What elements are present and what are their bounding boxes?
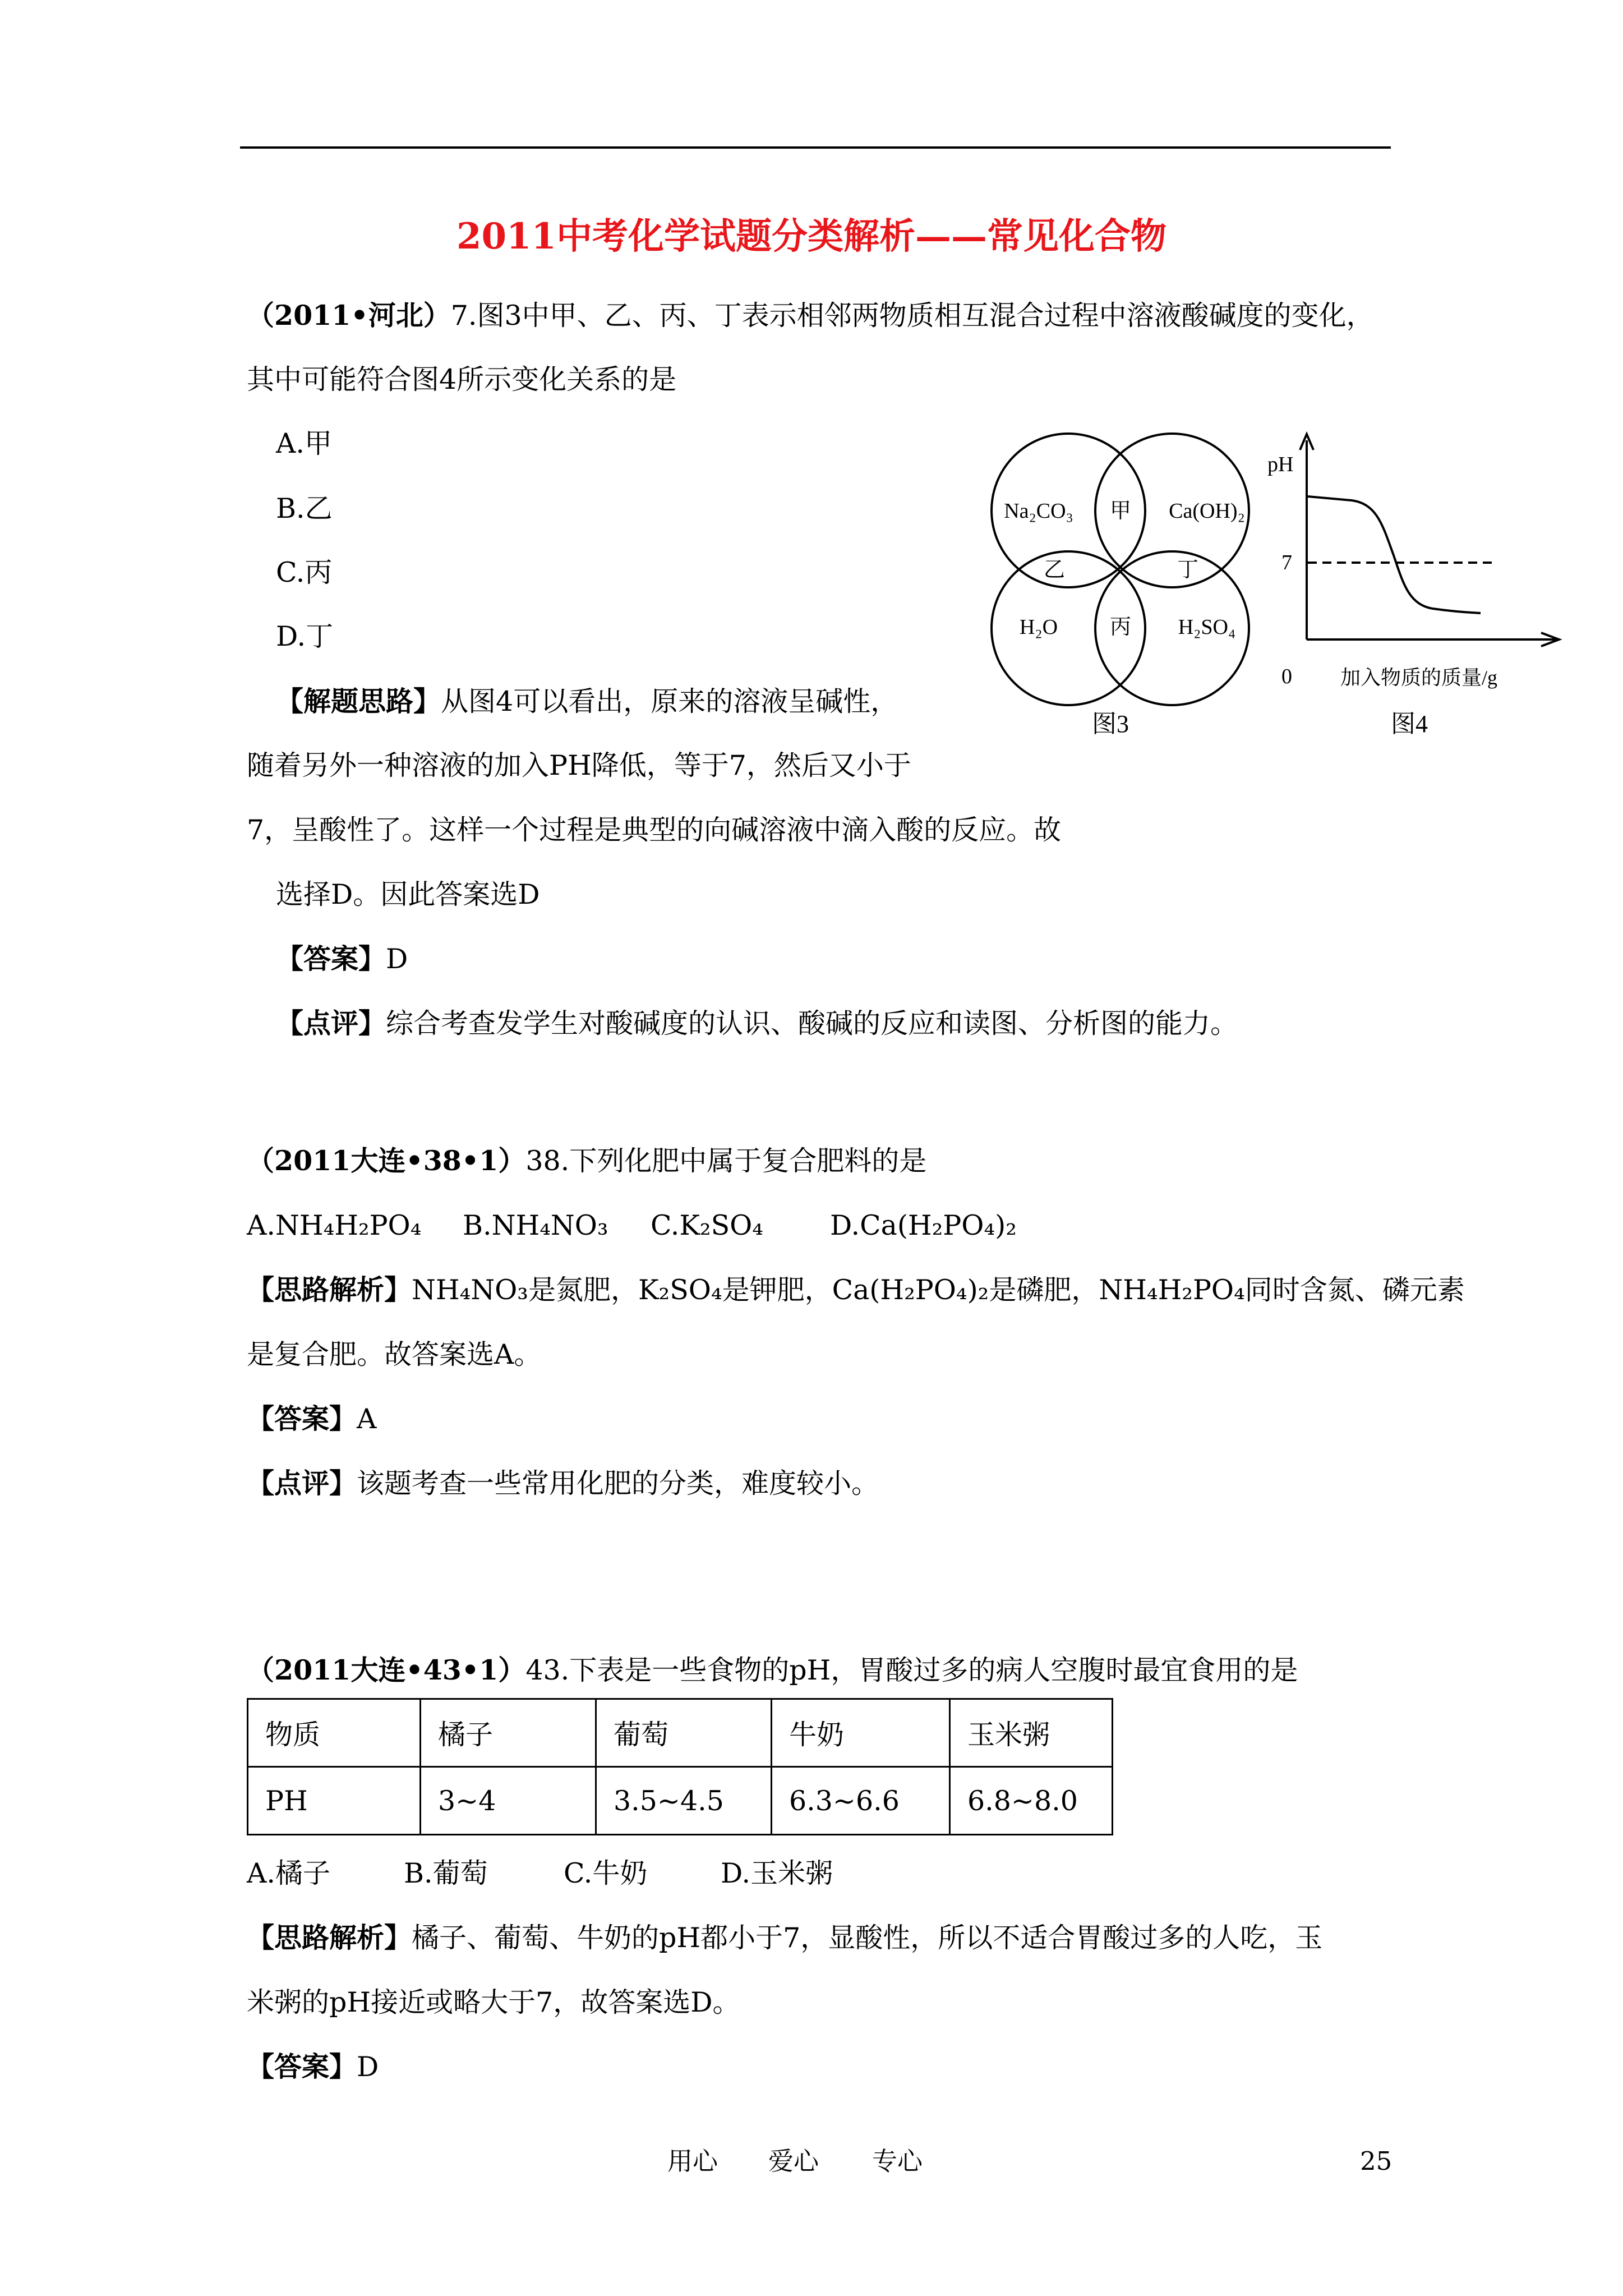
q1-option-a: A.甲 xyxy=(276,427,332,459)
q1-answer-value: D xyxy=(386,943,408,975)
q3-analysis-line2: 米粥的pH接近或略大于7，故答案选D。 xyxy=(247,1986,740,2018)
q1-analysis-line2: 随着另外一种溶液的加入PH降低，等于7，然后又小于 xyxy=(247,749,911,781)
q1-stem-line2: 其中可能符合图4所示变化关系的是 xyxy=(247,364,677,395)
fig3-overlap-yi: 乙 xyxy=(1043,558,1066,582)
fig4-tick-7: 7 xyxy=(1281,551,1292,574)
q2-option-a: A.NH₄H₂PO₄ xyxy=(247,1209,422,1241)
q3-stem-text: 43.下表是一些食物的pH，胃酸过多的病人空腹时最宜食用的是 xyxy=(525,1654,1298,1686)
q3-option-c: C.牛奶 xyxy=(564,1857,648,1889)
fig3-label-caoh2: Ca(OH)₂ xyxy=(1169,499,1245,523)
table-cell: 玉米粥 xyxy=(950,1699,1113,1767)
fig3-label-h2so4: H₂SO₄ xyxy=(1178,615,1236,639)
q1-answer-label: 【答案】 xyxy=(276,942,386,975)
q1-option-d: D.丁 xyxy=(276,620,334,652)
fig4-caption: 图4 xyxy=(1391,710,1428,738)
q2-analysis-line1 xyxy=(247,1273,1465,1306)
q2-option-d: D.Ca(H₂PO₄)₂ xyxy=(830,1209,1017,1241)
fig4-ylabel: pH xyxy=(1267,453,1294,476)
q1-stem-line1 xyxy=(247,299,1374,332)
q2-comment-text: 该题考查一些常用化肥的分类，难度较小。 xyxy=(357,1467,879,1499)
table-header-row xyxy=(248,1699,1113,1767)
q2-comment-label: 【点评】 xyxy=(247,1467,357,1499)
footer-item-yongxin: 用心 xyxy=(667,2146,718,2176)
q2-analysis-text: NH₄NO₃是氮肥，K₂SO₄是钾肥，Ca(H₂PO₄)₂是磷肥，NH₄H₂PO₄同时含氮、磷元素 xyxy=(412,1274,1465,1306)
q1-analysis-line3: 7，呈酸性了。这样一个过程是典型的向碱溶液中滴入酸的反应。故 xyxy=(247,814,1062,846)
page-title: 2011中考化学试题分类解析——常见化合物 xyxy=(456,215,1167,257)
fig4-origin: 0 xyxy=(1281,665,1292,688)
table-cell: 6.8~8.0 xyxy=(950,1767,1113,1835)
q3-source: （2011大连•43•1） xyxy=(247,1654,526,1686)
q1-analysis-line4: 选择D。因此答案选D xyxy=(276,878,540,910)
fig3-overlap-ding: 丁 xyxy=(1177,558,1199,582)
q3-analysis-line1 xyxy=(247,1921,1323,1954)
table-row xyxy=(248,1767,1113,1835)
fig3-overlap-jia: 甲 xyxy=(1109,499,1132,523)
q3-option-b: B.葡萄 xyxy=(404,1857,488,1889)
table-cell: 橘子 xyxy=(421,1699,596,1767)
q2-source: （2011大连•38•1） xyxy=(247,1144,526,1177)
table-cell: 3.5~4.5 xyxy=(596,1767,772,1835)
table-cell: PH xyxy=(248,1767,421,1835)
q2-stem-text: 38.下列化肥中属于复合肥料的是 xyxy=(525,1145,927,1177)
q3-answer xyxy=(247,2050,379,2083)
fig3-caption: 图3 xyxy=(1092,710,1129,738)
q2-answer xyxy=(247,1402,377,1435)
q3-stem-line xyxy=(247,1654,1298,1686)
q2-analysis-line2: 是复合肥。故答案选A。 xyxy=(247,1338,542,1370)
figure-3 xyxy=(976,426,1267,752)
header-rule xyxy=(240,146,1391,149)
footer-item-aixin: 爱心 xyxy=(768,2146,819,2176)
q1-option-b: B.乙 xyxy=(276,493,333,524)
q2-option-c: C.K₂SO₄ xyxy=(651,1209,763,1241)
q3-analysis-label: 【思路解析】 xyxy=(247,1921,412,1954)
table-cell: 6.3~6.6 xyxy=(772,1767,950,1835)
q3-answer-value: D xyxy=(357,2051,379,2083)
q2-answer-label: 【答案】 xyxy=(247,1402,357,1435)
q1-comment-label: 【点评】 xyxy=(276,1007,386,1039)
fig3-label-h2o: H₂O xyxy=(1019,615,1058,639)
fig4-ph-curve xyxy=(1308,496,1481,613)
fig3-label-na2co3: Na₂CO₃ xyxy=(1004,499,1073,523)
q3-answer-label: 【答案】 xyxy=(247,2050,357,2083)
q2-comment xyxy=(247,1467,879,1499)
fig4-xlabel: 加入物质的质量/g xyxy=(1340,666,1498,689)
fig3-overlap-bing: 丙 xyxy=(1109,615,1132,639)
table-cell: 葡萄 xyxy=(596,1699,772,1767)
q1-analysis-line1 xyxy=(276,685,898,717)
q1-analysis-text: 从图4可以看出，原来的溶液呈碱性， xyxy=(441,685,898,717)
q2-stem-line xyxy=(247,1144,927,1177)
page-number: 25 xyxy=(1360,2146,1393,2176)
table-cell: 牛奶 xyxy=(772,1699,950,1767)
q2-analysis-label: 【思路解析】 xyxy=(247,1273,412,1306)
q1-stem-text: 7.图3中甲、乙、丙、丁表示相邻两物质相互混合过程中溶液酸碱度的变化， xyxy=(450,300,1374,332)
q1-analysis-label: 【解题思路】 xyxy=(276,685,441,717)
q1-option-c: C.丙 xyxy=(276,556,333,588)
q1-comment-text: 综合考查发学生对酸碱度的认识、酸碱的反应和读图、分析图的能力。 xyxy=(386,1007,1238,1039)
ph-table xyxy=(247,1698,1113,1835)
table-cell: 物质 xyxy=(248,1699,421,1767)
q2-option-b: B.NH₄NO₃ xyxy=(463,1209,608,1241)
q1-source: （2011•河北） xyxy=(247,299,451,332)
q1-answer xyxy=(276,942,408,975)
table-cell: 3~4 xyxy=(421,1767,596,1835)
q3-option-d: D.玉米粥 xyxy=(721,1857,833,1889)
q2-answer-value: A xyxy=(357,1403,377,1435)
q3-analysis-text: 橘子、葡萄、牛奶的pH都小于7，显酸性，所以不适合胃酸过多的人吃，玉 xyxy=(412,1922,1323,1954)
footer-item-zhuanxin: 专心 xyxy=(872,2146,923,2176)
q3-option-a: A.橘子 xyxy=(247,1857,330,1889)
q1-comment xyxy=(276,1007,1238,1039)
figure-4 xyxy=(1256,426,1570,752)
